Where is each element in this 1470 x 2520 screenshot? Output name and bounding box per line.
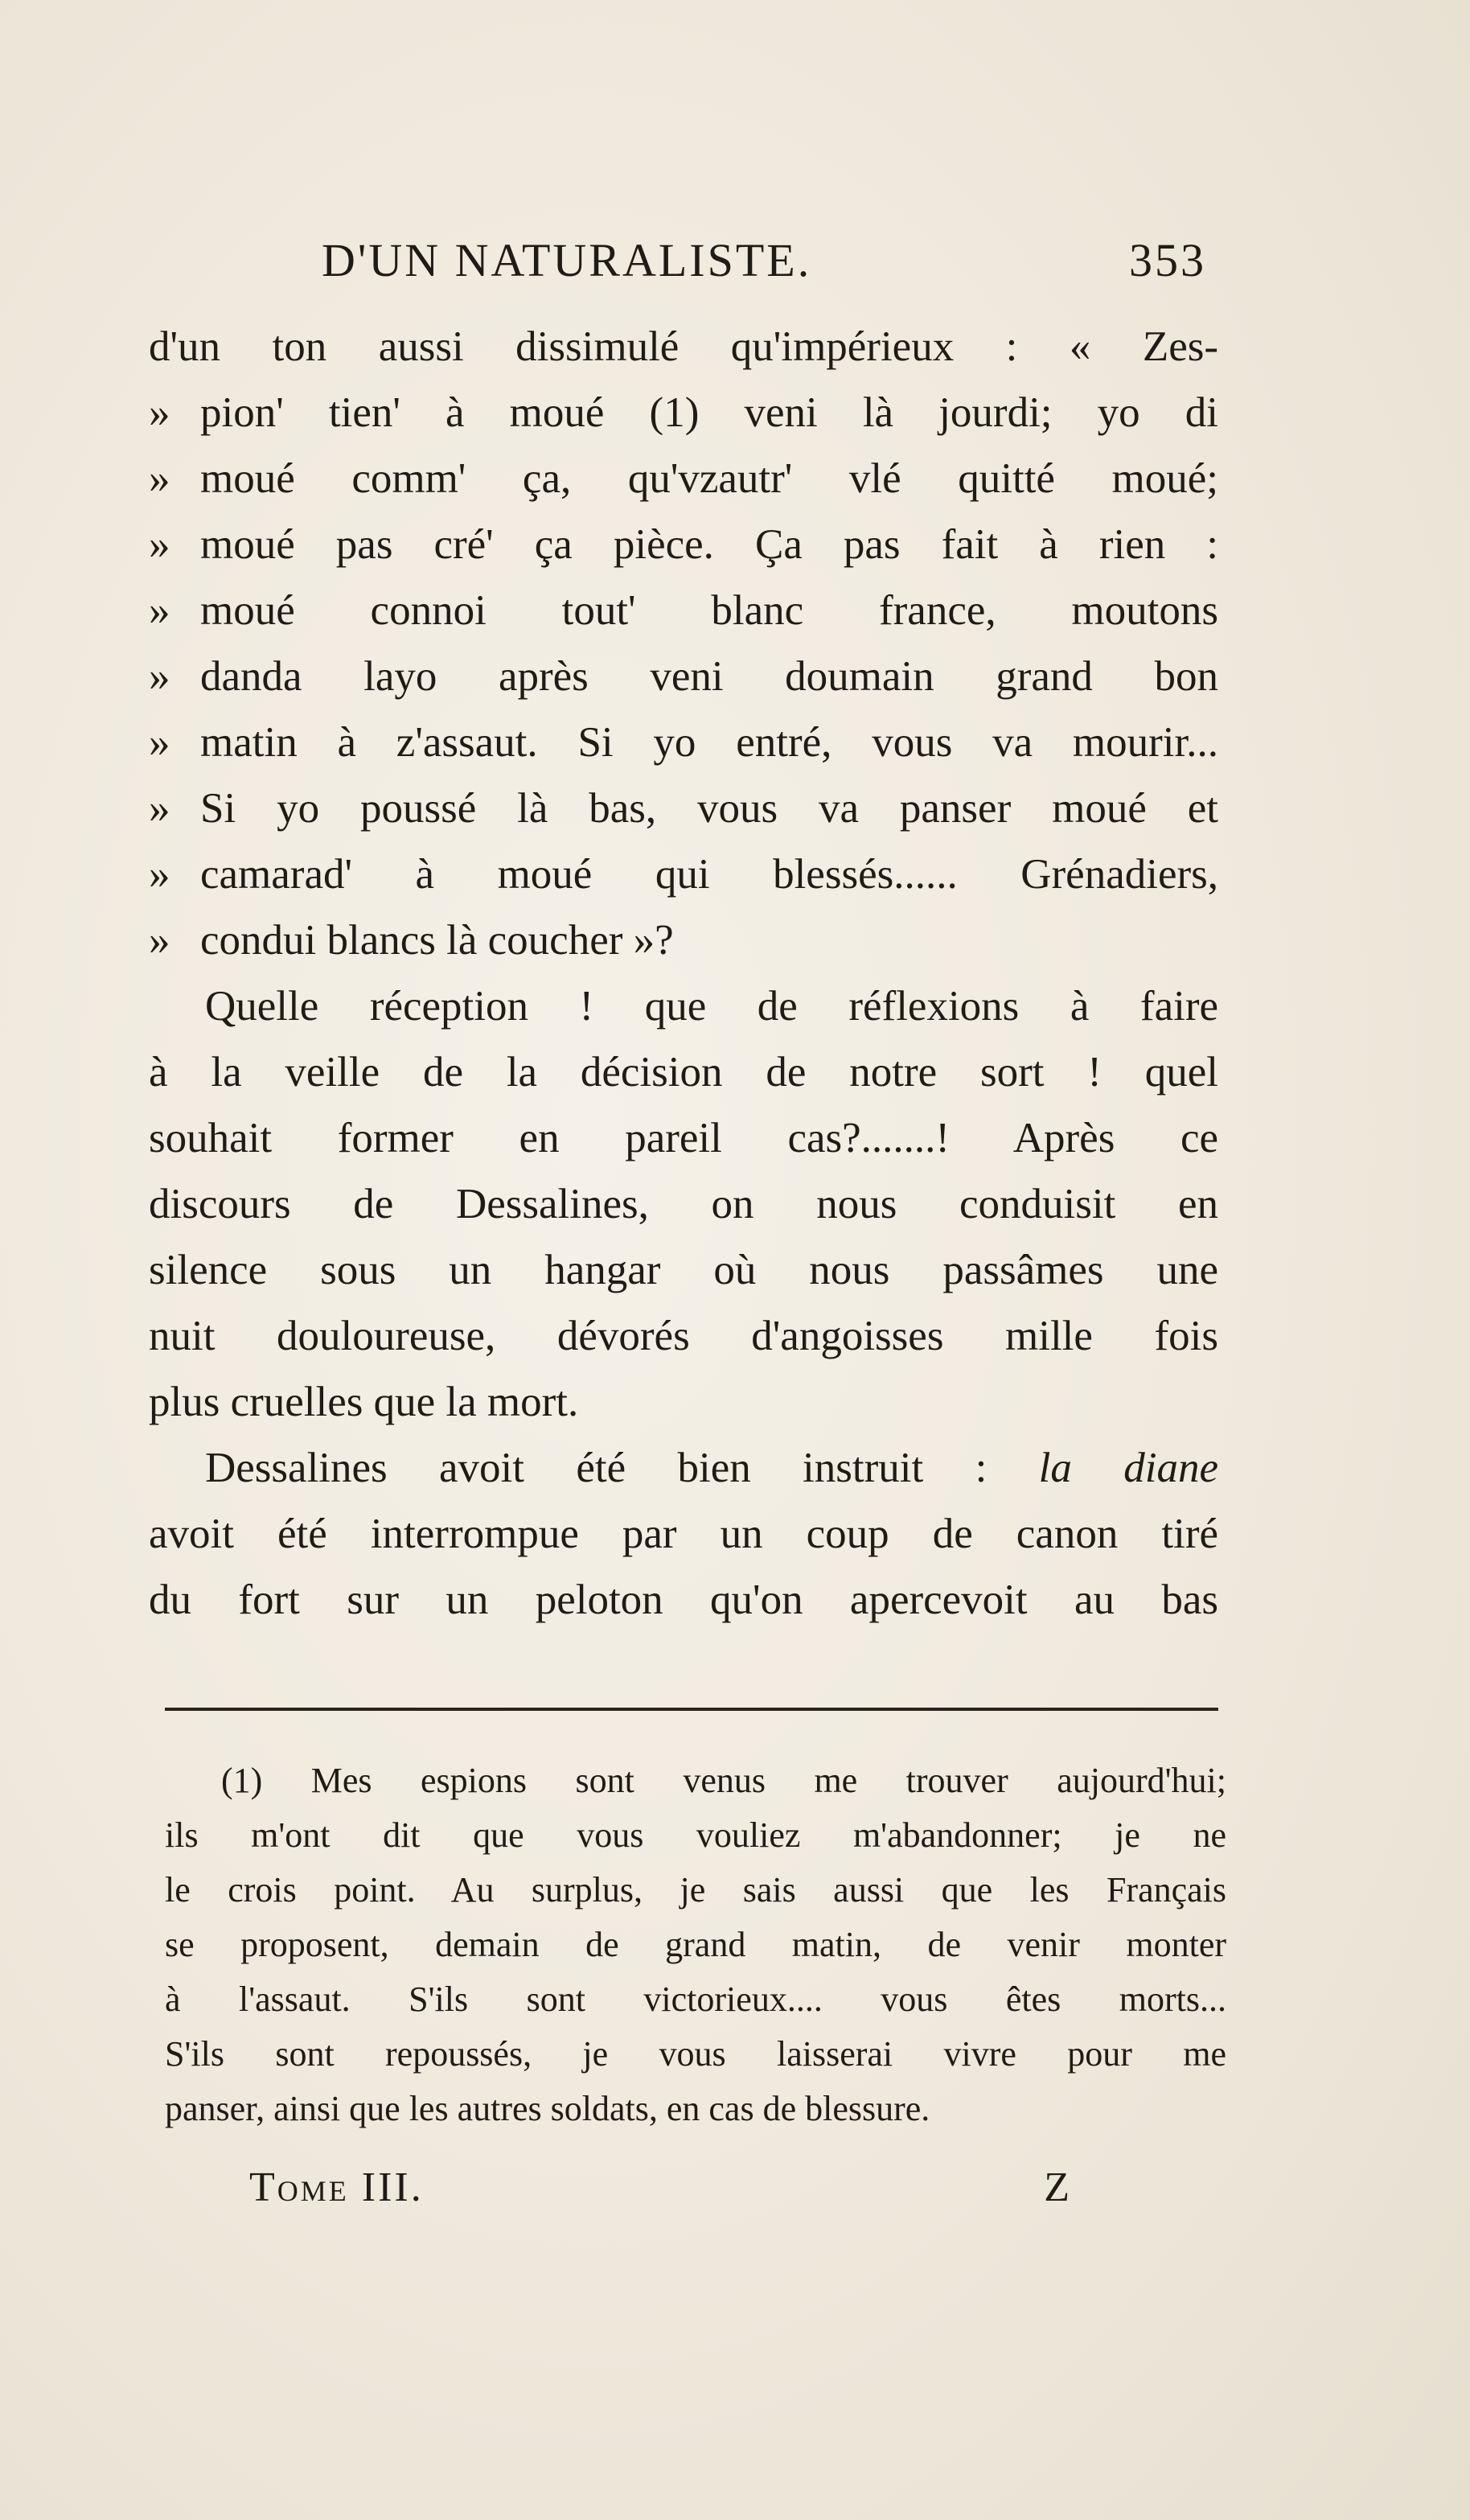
text-line: souhait former en pareil cas?.......! Après ce: [149, 1115, 1218, 1161]
text-line: » camarad' à moué qui blessés...... Grénadiers,: [149, 841, 1218, 907]
quote-mark: »: [149, 851, 170, 898]
text-line: » danda layo après veni doumain grand bon: [149, 643, 1218, 709]
quote-mark: »: [149, 719, 170, 766]
text-line: nuit douloureuse, dévorés d'angoisses mille fois: [149, 1313, 1218, 1359]
text-line: » condui blancs là coucher »?: [149, 907, 1218, 973]
volume-label: Tome III.: [249, 2164, 424, 2210]
text-line: plus cruelles que la mort.: [149, 1379, 579, 1425]
quote-mark: »: [149, 917, 170, 964]
quote-mark: »: [149, 785, 170, 832]
text-line: » Si yo poussé là bas, vous va panser moué et: [149, 775, 1218, 841]
text-line: avoit été interrompue par un coup de canon tiré: [149, 1511, 1218, 1557]
main-text: [149, 314, 1218, 1633]
quote-mark: »: [149, 389, 170, 436]
text-line: à la veille de la décision de notre sort ! quel: [149, 1049, 1218, 1096]
footnote: [165, 1753, 1226, 2136]
text-line: Quelle réception ! que de réflexions à faire: [205, 983, 1218, 1030]
text-line: » pion' tien' à moué (1) veni là jourdi; yo di: [149, 380, 1218, 446]
text-line: d'un ton aussi dissimulé qu'impérieux : « Zes-: [149, 323, 1218, 370]
footnote-line: S'ils sont repoussés, je vous laisserai vivre pour me: [165, 2034, 1226, 2074]
sheet-mark: Z: [1044, 2164, 1070, 2210]
footnote-divider: [165, 1708, 1218, 1711]
text-line: discours de Dessalines, on nous conduisit en: [149, 1181, 1218, 1227]
text-line: Dessalines avoit été bien instruit : la diane: [205, 1445, 1218, 1491]
text-line: du fort sur un peloton qu'on apercevoit au bas: [149, 1577, 1218, 1623]
text-line: » matin à z'assaut. Si yo entré, vous va mourir...: [149, 709, 1218, 775]
footnote-line: (1) Mes espions sont venus me trouver aujourd'hui;: [221, 1761, 1226, 1800]
text-line: silence sous un hangar où nous passâmes une: [149, 1247, 1218, 1293]
quote-mark: »: [149, 455, 170, 502]
italic-text: la diane: [1038, 1445, 1218, 1491]
footnote-line: ils m'ont dit que vous vouliez m'abandonner; je ne: [165, 1815, 1226, 1855]
page-header: [322, 233, 1206, 298]
footnote-line: se proposent, demain de grand matin, de venir monter: [165, 1925, 1226, 1964]
footnote-line: panser, ainsi que les autres soldats, en cas de blessure.: [165, 2089, 930, 2128]
text-line: » moué connoi tout' blanc france, moutons: [149, 578, 1218, 643]
quote-mark: »: [149, 653, 170, 700]
text-line: » moué pas cré' ça pièce. Ça pas fait à rien :: [149, 512, 1218, 578]
page-number: 353: [1129, 234, 1206, 286]
running-title: D'UN NATURALISTE.: [322, 234, 812, 286]
quote-mark: »: [149, 587, 170, 634]
quote-mark: »: [149, 521, 170, 568]
footnote-line: le crois point. Au surplus, je sais aussi que les Français: [165, 1870, 1226, 1910]
text-line: » moué comm' ça, qu'vzautr' vlé quitté moué;: [149, 446, 1218, 512]
signature-line: [249, 2164, 1070, 2220]
footnote-line: à l'assaut. S'ils sont victorieux.... vous êtes morts...: [165, 1979, 1226, 2019]
